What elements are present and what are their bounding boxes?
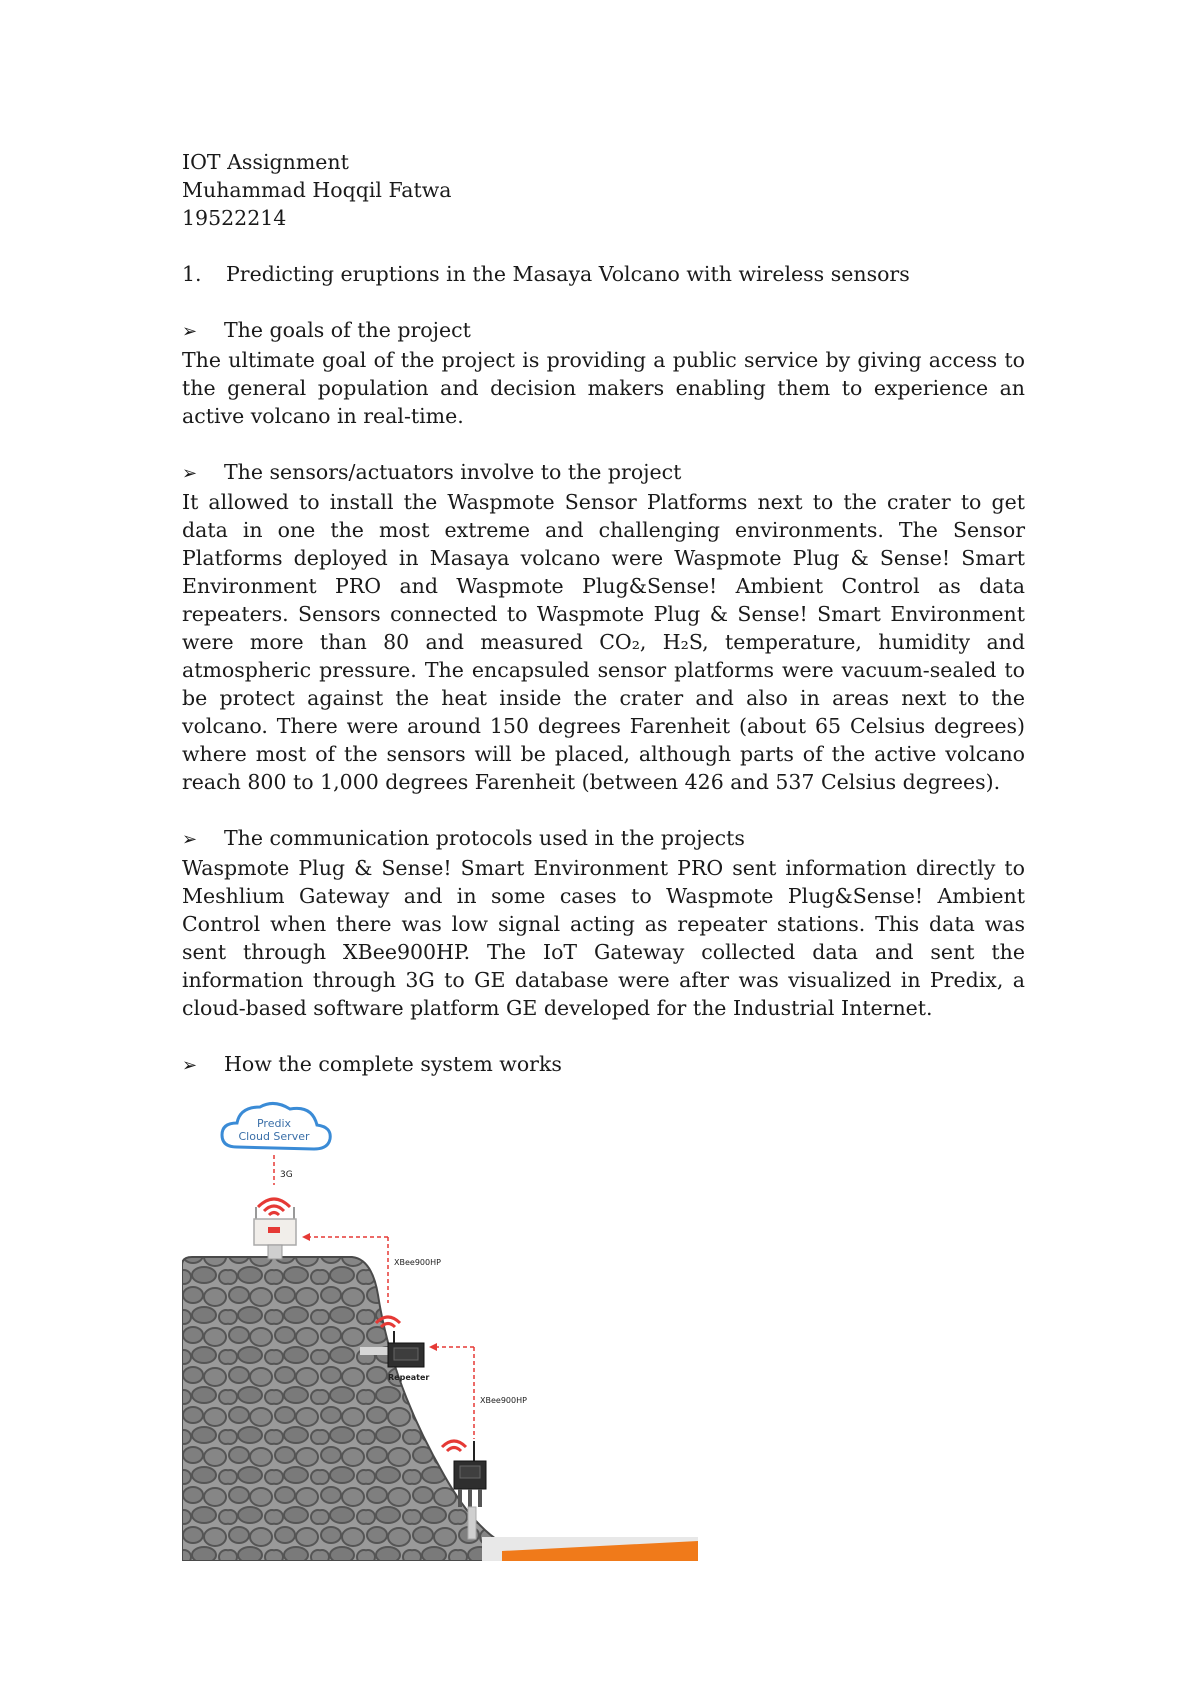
- assignment-title: IOT Assignment: [182, 150, 349, 174]
- sensors-body: It allowed to install the Waspmote Sensor Platforms next to the crater to get data in one the most extreme and challenging environments. The Sensor Platforms deployed in Masaya volcano were Waspmote Plug & Sense! Smart Environment PRO and Waspmote Plug&Sense! Ambient Control as data repeaters. Sensors connected to Waspmote Plug & Sense! Smart Environment were more than 80 and measured CO₂, H₂S, temperature, humidity and atmospheric pressure. The encapsuled sensor platforms were vacuum-sealed to be protect against the heat inside the crater and also in areas next to the volcano. There were around 150 degrees Farenheit (about 65 Celsius degrees) where most of the sensors will be placed, although parts of the active volcano reach 800 to 1,000 degrees Farenheit (between 426 and 537 Celsius degrees).: [182, 490, 1025, 794]
- link-3g-label: 3G: [280, 1170, 293, 1180]
- link-xbee-upper-label: XBee900HP: [394, 1258, 441, 1267]
- document-body: [182, 148, 1025, 1080]
- question-number: 1.: [182, 262, 202, 286]
- system-diagram: [182, 1085, 698, 1561]
- arrow-bullet-icon: ➢: [182, 463, 198, 484]
- author-name: Muhammad Hoqqil Fatwa: [182, 178, 452, 202]
- arrow-bullet-icon: ➢: [182, 1055, 198, 1076]
- goals-heading-text: The goals of the project: [224, 318, 471, 342]
- protocols-paragraph: [182, 854, 1025, 1022]
- arrow-bullet-icon: ➢: [182, 829, 198, 850]
- cloud-label-line2: Cloud Server: [238, 1130, 310, 1143]
- link-xbee-lower-label: XBee900HP: [480, 1396, 527, 1405]
- protocols-heading-text: The communication protocols used in the projects: [224, 826, 745, 850]
- goals-paragraph: [182, 346, 1025, 430]
- sensors-paragraph: [182, 488, 1025, 796]
- arrow-bullet-icon: ➢: [182, 321, 198, 342]
- system-heading-text: How the complete system works: [224, 1052, 562, 1076]
- goals-body: The ultimate goal of the project is providing a public service by giving access to the general population and decision makers enabling them to experience an active volcano in real-time.: [182, 348, 1025, 428]
- protocols-body: Waspmote Plug & Sense! Smart Environment PRO sent information directly to Meshlium Gateway and in some cases to Waspmote Plug&Sense! Ambient Control when there was low signal acting as repeater stations. This data was sent through XBee900HP. The IoT Gateway collected data and sent the information through 3G to GE database were after was visualized in Predix, a cloud-based software platform GE developed for the Industrial Internet.: [182, 856, 1025, 1020]
- system-heading: [182, 1050, 1025, 1080]
- repeater-label: Repeater: [388, 1373, 430, 1382]
- document-header: [182, 148, 1025, 232]
- sensors-heading-text: The sensors/actuators involve to the project: [224, 460, 682, 484]
- student-id: 19522214: [182, 206, 287, 230]
- cloud-label-line1: Predix: [256, 1117, 292, 1130]
- question-heading: [182, 260, 1025, 288]
- sensors-heading: [182, 458, 1025, 488]
- goals-heading: [182, 316, 1025, 346]
- question-text: Predicting eruptions in the Masaya Volcano with wireless sensors: [226, 262, 910, 286]
- protocols-heading: [182, 824, 1025, 854]
